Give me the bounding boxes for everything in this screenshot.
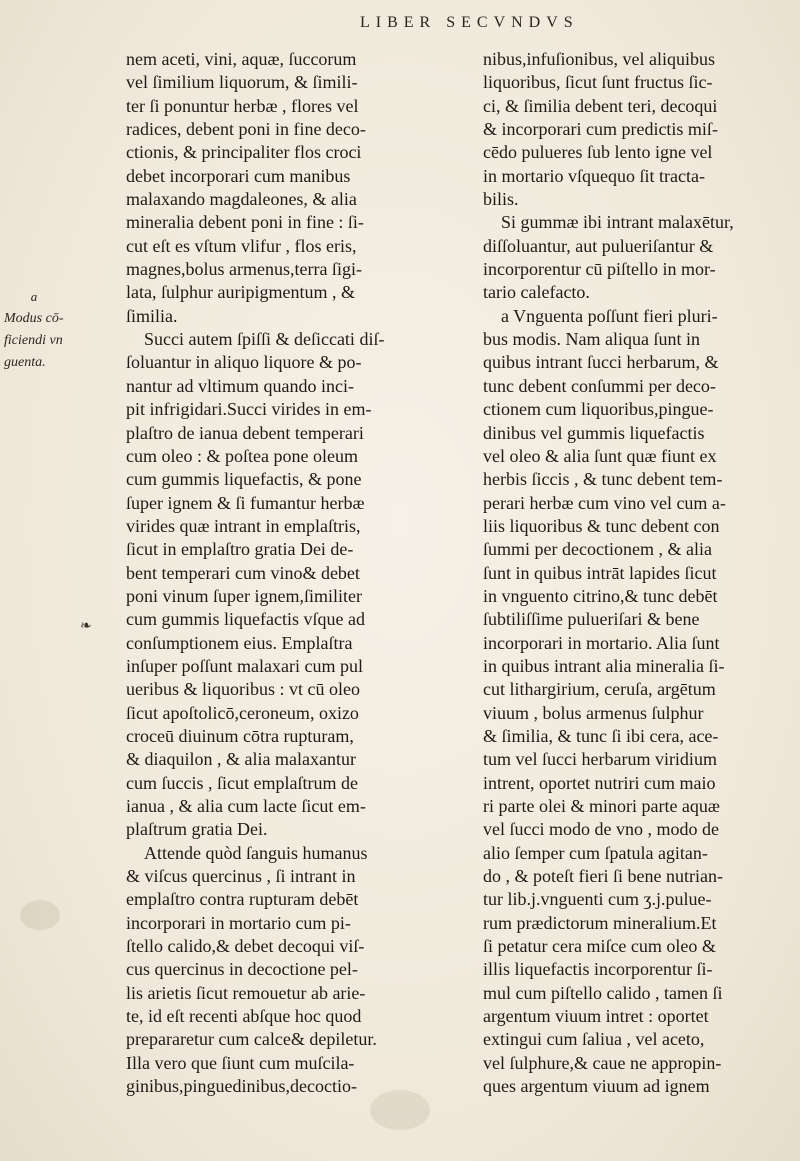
text-line: ſoluantur in aliquo liquore & po- (126, 352, 362, 373)
text-line: cus quercinus in decoctione pel- (126, 959, 358, 980)
text-line: te, id eſt recenti abſque hoc quod (126, 1006, 362, 1027)
text-line: tum vel ſucci herbarum viridium (483, 749, 717, 770)
text-line: cēdo pulueres ſub lento igne vel (483, 142, 713, 163)
text-line: ſi petatur cera miſce cum oleo & (483, 936, 716, 957)
text-line: ſicut in emplaſtro gratia Dei de- (126, 539, 354, 560)
text-line: virides quæ intrant in emplaſtris, (126, 515, 361, 536)
text-line: do , & poteſt fieri ſi bene nutrian- (483, 866, 723, 887)
text-line: dinibus vel gummis liquefactis (483, 422, 705, 443)
text-line: conſumptionem eius. Emplaſtra (126, 632, 353, 653)
marginal-note-key: a (30, 289, 38, 304)
text-line: ſicut apoſtolicō,ceroneum, oxizo (126, 702, 359, 723)
text-line: ſimilia. (126, 305, 178, 326)
text-line: extingui cum ſaliua , vel aceto, (483, 1029, 705, 1050)
text-line: Attende quòd ſanguis humanus (144, 842, 368, 863)
text-line: ctionem cum liquoribus,pingue- (483, 399, 714, 420)
text-line: liis liquoribus & tunc debent con (483, 515, 720, 536)
text-line: mul cum piſtello calido , tamen ſi (483, 982, 723, 1003)
text-line: ſuper ignem & ſi fumantur herbæ (126, 492, 365, 513)
text-line: ianua , & alia cum lacte ſicut em- (126, 796, 366, 816)
text-line: ſtello calido,& debet decoqui viſ- (126, 936, 365, 957)
text-line: croceū diuinum cōtra rupturam, (126, 725, 354, 746)
text-line: nibus,infuſionibus, vel aliquibus (483, 49, 715, 69)
text-line: bent temperari cum vino& debet (126, 562, 360, 583)
text-line: lata, ſulphur auripigmentum , & (126, 282, 355, 303)
text-line: tur lib.j.vnguenti cum ʒ.j.pulue- (483, 889, 712, 910)
text-line: radices, debent poni in fine deco- (126, 119, 366, 140)
text-line: incorporentur cū piſtello in mor- (483, 259, 716, 280)
text-line: rum prædictorum mineralium.Et (483, 912, 717, 933)
text-line: vel ſimilium liquorum, & ſimili- (126, 72, 358, 93)
text-line: alio ſemper cum ſpatula agitan- (483, 842, 708, 863)
text-line: Si gummæ ibi intrant malaxētur, (501, 212, 734, 233)
text-line: ſunt in quibus intrāt lapides ſicut (483, 562, 717, 583)
text-line: ter ſi ponuntur herbæ , flores vel (126, 95, 359, 116)
text-line: & viſcus quercinus , ſi intrant in (126, 866, 356, 887)
running-head: LIBER SECVNDVS (360, 14, 579, 31)
text-line: cum gummis liquefactis vſque ad (126, 609, 365, 630)
marginal-note (4, 286, 64, 374)
text-line: vel oleo & alia ſunt quæ fiunt ex (483, 445, 717, 466)
text-line: herbis ſiccis , & tunc debent tem- (483, 469, 723, 490)
text-line: pit infrigidari.Succi virides in em- (126, 399, 372, 420)
text-line: intrent, oportet nutriri cum maio (483, 772, 716, 793)
text-line: in quibus intrant alia mineralia ſi- (483, 655, 725, 676)
text-line: ueribus & liquoribus : vt cū oleo (126, 679, 360, 700)
text-line: ginibus,pinguedinibus,decoctio- (126, 1076, 357, 1097)
marginal-note-line: ficiendi vn (4, 333, 63, 348)
text-line: plaſtrum gratia Dei. (126, 819, 268, 840)
text-line: poni vinum ſuper ignem,ſimiliter (126, 585, 362, 606)
left-text-column (126, 48, 476, 1098)
text-line: ri parte olei & minori parte aquæ (483, 796, 720, 816)
text-line: bilis. (483, 189, 519, 210)
marginal-note-line: Modus cō- (4, 311, 64, 326)
text-line: emplaſtro contra rupturam debēt (126, 889, 359, 910)
text-line: ctionis, & principaliter flos croci (126, 142, 362, 163)
text-line: diſſoluantur, aut pulueriſantur & (483, 235, 714, 256)
right-text-column (483, 48, 795, 1098)
text-line: & ſimilia, & tunc ſi ibi cera, ace- (483, 725, 719, 746)
text-line: quibus intrant ſucci herbarum, & (483, 352, 719, 373)
text-line: argentum viuum intret : oportet (483, 1006, 709, 1027)
text-line: tunc debent conſummi per deco- (483, 375, 716, 396)
text-line: malaxando magdaleones, & alia (126, 189, 357, 210)
text-line: & incorporari cum predictis miſ- (483, 119, 718, 140)
marginal-note-line: guenta. (4, 355, 46, 370)
text-line: cum oleo : & poſtea pone oleum (126, 445, 358, 466)
text-line: debet incorporari cum manibus (126, 165, 351, 186)
text-line: inſuper poſſunt malaxari cum pul (126, 655, 363, 676)
text-line: Illa vero que ſiunt cum muſcila- (126, 1052, 355, 1073)
text-line: illis liquefactis incorporentur ſi- (483, 959, 713, 980)
text-line: prepararetur cum calce& depiletur. (126, 1029, 377, 1050)
text-line: ſummi per decoctionem , & alia (483, 539, 712, 560)
text-line: magnes,bolus armenus,terra ſigi- (126, 259, 362, 280)
text-line: in vnguento citrino,& tunc debēt (483, 585, 718, 606)
text-line: mineralia debent poni in fine : ſi- (126, 212, 364, 233)
text-line: nantur ad vltimum quando inci- (126, 375, 354, 396)
text-line: a Vnguenta poſſunt fieri pluri- (501, 305, 718, 326)
text-line: in mortario vſquequo ſit tracta- (483, 165, 705, 186)
text-line: vel ſulphure,& caue ne appropin- (483, 1052, 722, 1073)
text-line: cut lithargirium, ceruſa, argētum (483, 679, 716, 700)
text-line: & diaquilon , & alia malaxantur (126, 749, 356, 770)
text-line: Succi autem ſpiſſi & deſiccati diſ- (144, 329, 385, 350)
text-line: plaſtro de ianua debent temperari (126, 422, 364, 443)
text-line: cum ſuccis , ſicut emplaſtrum de (126, 772, 358, 793)
text-line: incorporari in mortario cum pi- (126, 912, 351, 933)
text-line: bus modis. Nam aliqua ſunt in (483, 329, 700, 350)
text-line: incorporari in mortario. Alia ſunt (483, 632, 720, 653)
text-line: vel ſucci modo de vno , modo de (483, 819, 719, 840)
text-line: ci, & ſimilia debent teri, decoqui (483, 95, 718, 116)
text-line: ques argentum viuum ad ignem (483, 1076, 710, 1097)
text-line: cut eſt es vſtum vlifur , flos eris, (126, 235, 357, 256)
text-line: perari herbæ cum vino vel cum a- (483, 492, 726, 513)
text-line: viuum , bolus armenus ſulphur (483, 702, 704, 723)
text-line: ſubtiliſſime pulueriſari & bene (483, 609, 700, 630)
text-line: cum gummis liquefactis, & pone (126, 469, 362, 490)
text-line: tario calefacto. (483, 282, 590, 303)
text-line: liquoribus, ſicut ſunt fructus ſic- (483, 72, 713, 93)
text-line: lis arietis ſicut remouetur ab arie- (126, 982, 366, 1003)
ornament-icon: ❧ (80, 618, 92, 634)
text-line: nem aceti, vini, aquæ, ſuccorum (126, 49, 357, 69)
